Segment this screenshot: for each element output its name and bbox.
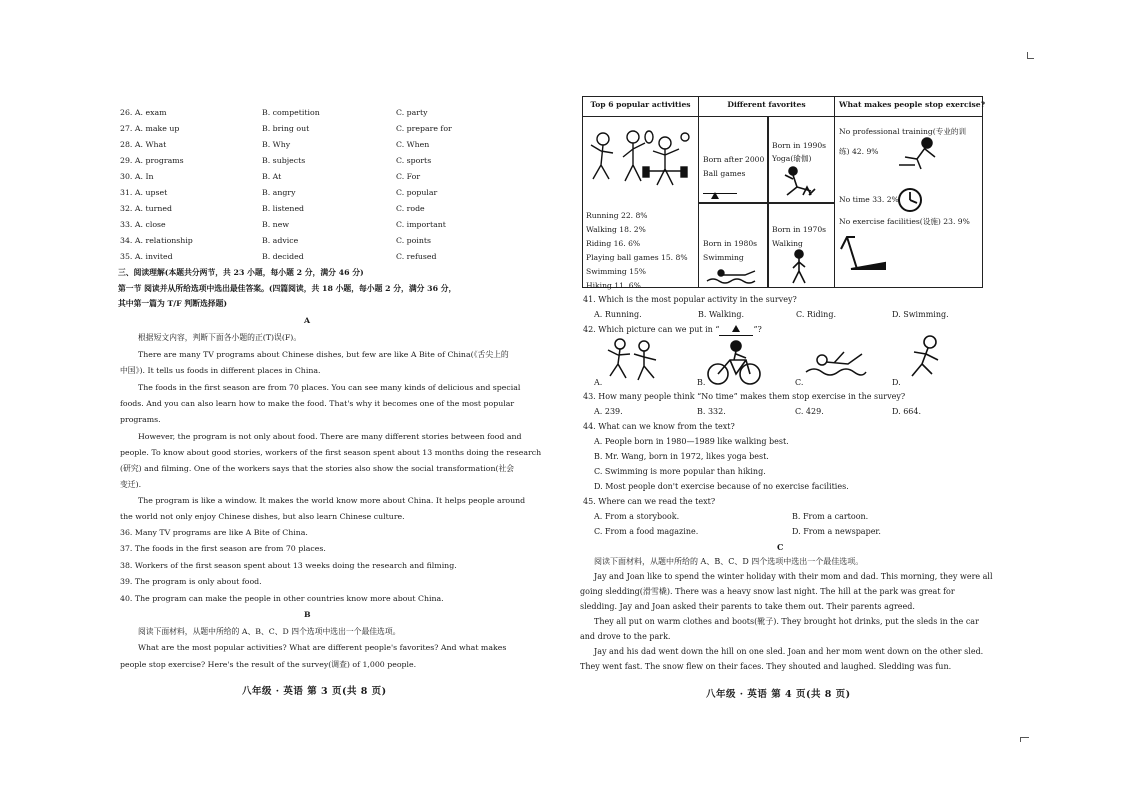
option-d: D. 664. [892, 407, 922, 416]
fav-activity: Ball games [703, 169, 746, 178]
option-c: C. refused [396, 252, 437, 261]
option-b: B. subjects [262, 156, 306, 165]
option-a: A. [594, 378, 603, 387]
question-text: 42. Which picture can we put in “ [583, 325, 720, 334]
question-44: 44. What can we know from the text? [583, 422, 735, 431]
option-a: 30. A. In [120, 172, 154, 181]
option-a: 31. A. upset [120, 188, 168, 197]
option-b: B. listened [262, 204, 305, 213]
passage-instruction: 阅读下面材料，从题中所给的 A、B、C、D 四个选项中选出一个最佳选项。 [594, 557, 864, 566]
question-36: 36. Many TV programs are like A Bite of China. [120, 528, 308, 537]
option-b: B. advice [262, 236, 299, 245]
activities-cell [583, 117, 699, 288]
part-instruction: 其中第一篇为 T/F 判断选择题) [118, 299, 228, 308]
page-footer: 八年级 · 英语 第 3 页(共 8 页) [242, 686, 387, 697]
activity-item: Playing ball games 15. 8% [586, 253, 688, 262]
stop-exercise-cell [835, 117, 983, 288]
stop-reason: 练) 42. 9% [839, 147, 879, 156]
question-43: 43. How many people think “No time” makes them stop exercise in the survey? [583, 392, 906, 401]
stop-reason: No exercise facilities(设施) 23. 9% [839, 217, 970, 226]
question-39: 39. The program is only about food. [120, 577, 262, 586]
fav-activity: Swimming [703, 253, 744, 262]
treadmill-icon [837, 229, 887, 277]
table-header: What makes people stop exercise? [835, 97, 983, 117]
option-b: B. 332. [697, 407, 726, 416]
option-b: B. Why [262, 140, 291, 149]
option-a: A. From a storybook. [594, 512, 680, 521]
option-b: B. Mr. Wang, born in 1972, likes yoga best. [594, 452, 769, 461]
option-c: C. prepare for [396, 124, 452, 133]
option-b: B. At [262, 172, 282, 181]
swimming-icon [705, 267, 763, 285]
passage-line: The foods in the first season are from 70 places. You can see many kinds of delicious and special [138, 383, 521, 392]
question-text: ”? [753, 325, 762, 334]
option-c: C. Swimming is more popular than hiking. [594, 467, 766, 476]
walking-icon [785, 249, 815, 285]
option-c: C. For [396, 172, 421, 181]
stop-reason: No professional training(专业的训 [839, 127, 967, 136]
clock-icon [897, 187, 923, 213]
passage-instruction: 根据短文内容，判断下面各小题的正(T)误(F)。 [138, 333, 302, 342]
question-38: 38. Workers of the first season spent about 13 weeks doing the research and filming. [120, 561, 457, 570]
passage-line: There are many TV programs about Chinese dishes, but few are like A Bite of China(《舌尖上的 [138, 350, 509, 359]
table-header: Top 6 popular activities [583, 97, 699, 117]
option-b: B. Walking. [698, 310, 745, 319]
activity-item: Swimming 15% [586, 267, 647, 276]
cycling-icon [706, 340, 762, 386]
passage-line: What are the most popular activities? What are different people's favorites? And what makes [138, 643, 507, 652]
passage-line: Jay and Joan like to spend the winter holiday with their mom and dad. This morning, they were all [594, 572, 993, 581]
option-b: B. competition [262, 108, 320, 117]
option-b: B. new [262, 220, 289, 229]
fav-group-label: Born in 1990s [772, 141, 827, 150]
option-d: D. From a newspaper. [792, 527, 881, 536]
favorites-cell [699, 117, 835, 288]
option-c: C. [795, 378, 804, 387]
passage-line: people stop exercise? Here's the result of the survey(调查) of 1,000 people. [120, 660, 417, 669]
injured-person-icon [895, 135, 943, 171]
passage-line: However, the program is not only about food. There are many different stories between food and [138, 432, 522, 441]
option-a: A. Running. [594, 310, 642, 319]
activity-item: Hiking 11. 6% [586, 281, 641, 290]
running-people-icon [604, 338, 666, 386]
passage-line: The program is like a window. It makes the world know more about China. It helps people around [138, 496, 526, 505]
option-c: C. rode [396, 204, 425, 213]
question-40: 40. The program can make the people in other countries know more about China. [120, 594, 444, 603]
passage-line: 变迁). [120, 480, 142, 489]
option-b: B. From a cartoon. [792, 512, 869, 521]
section-title: 三、阅读理解(本题共分两节，共 23 小题，每小题 2 分，满分 46 分) [118, 268, 364, 277]
option-c: C. sports [396, 156, 432, 165]
passage-line: the world not only enjoy Chinese dishes, but also learn Chinese culture. [120, 512, 405, 521]
option-c: C. 429. [795, 407, 824, 416]
option-b: B. [697, 378, 706, 387]
passage-line: 中国》). It tells us foods in different places in China. [120, 366, 321, 375]
option-c: C. important [396, 220, 446, 229]
option-b: B. decided [262, 252, 304, 261]
passage-line: Jay and his dad went down the hill on one sled. Joan and her mom went down on the other sled. [594, 647, 984, 656]
passage-line: They all put on warm clothes and boots(靴子). They brought hot drinks, put the sleds in the car [594, 617, 979, 626]
option-a: 33. A. close [120, 220, 166, 229]
passage-line: sledding. Jay and Joan asked their parents to take them out. Their parents agreed. [580, 602, 915, 611]
part-instruction: 第一节 阅读并从所给选项中选出最佳答案。(四篇阅读，共 18 小题，每小题 2 分，满分 36 分， [118, 284, 457, 293]
passage-letter: B [304, 610, 311, 619]
activity-item: Walking 18. 2% [586, 225, 646, 234]
fav-group-label: Born in 1970s [772, 225, 827, 234]
passage-line: and drove to the park. [580, 632, 671, 641]
option-c: C. From a food magazine. [594, 527, 699, 536]
option-c: C. Riding. [796, 310, 836, 319]
page-footer: 八年级 · 英语 第 4 页(共 8 页) [706, 689, 851, 700]
passage-instruction: 阅读下面材料，从题中所给的 A、B、C、D 四个选项中选出一个最佳选项。 [138, 627, 401, 636]
option-a: A. 239. [594, 407, 623, 416]
passage-line: foods. And you can also learn how to make the food. That's why it becomes one of the most popular [120, 399, 515, 408]
question-45: 45. Where can we read the text? [583, 497, 716, 506]
option-a: 27. A. make up [120, 124, 180, 133]
fav-activity: Yoga(瑜伽) [772, 154, 812, 163]
option-d: D. Most people don't exercise because of no exercise facilities. [594, 482, 849, 491]
passage-line: programs. [120, 415, 161, 424]
fav-activity: Walking [772, 239, 803, 248]
activity-illustration [587, 123, 695, 199]
passage-line: people. To know about good stories, workers of the first season spent about 13 months doing the research [120, 448, 542, 457]
option-c: C. points [396, 236, 431, 245]
runner-icon [900, 334, 948, 382]
activity-item: Running 22. 8% [586, 211, 648, 220]
option-c: C. party [396, 108, 428, 117]
fav-group-label: Born after 2000 [703, 155, 765, 164]
option-d: D. Swimming. [892, 310, 949, 319]
passage-line: (研究) and filming. One of the workers says that the stories also show the social transformation(社会 [120, 464, 515, 473]
option-b: B. angry [262, 188, 296, 197]
activity-item: Riding 16. 6% [586, 239, 641, 248]
option-a: 34. A. relationship [120, 236, 193, 245]
question-42 [583, 325, 762, 336]
table-header: Different favorites [699, 97, 835, 117]
option-b: B. bring out [262, 124, 310, 133]
option-a: 26. A. exam [120, 108, 167, 117]
survey-table [582, 96, 986, 290]
question-37: 37. The foods in the first season are from 70 places. [120, 544, 326, 553]
passage-letter: A [304, 316, 311, 325]
passage-line: They went fast. The snow flew on their faces. They shouted and laughed. Sledding was fun. [580, 662, 952, 671]
corner-mark [1020, 737, 1029, 742]
option-a: A. People born in 1980—1989 like walking best. [594, 437, 789, 446]
option-a: 29. A. programs [120, 156, 184, 165]
passage-letter: C [777, 542, 784, 552]
option-c: C. popular [396, 188, 438, 197]
passage-line: going sledding(滑雪橇). There was a heavy snow last night. The hill at the park was great for [580, 587, 955, 596]
option-c: C. When [396, 140, 430, 149]
triangle-blank [719, 325, 753, 336]
question-41: 41. Which is the most popular activity in the survey? [583, 295, 797, 304]
option-a: 32. A. turned [120, 204, 172, 213]
option-a: 28. A. What [120, 140, 167, 149]
yoga-icon [781, 165, 821, 199]
stop-reason: No time 33. 2% [839, 195, 899, 204]
swimmer-icon [804, 346, 868, 382]
corner-mark [1027, 52, 1034, 59]
option-a: 35. A. invited [120, 252, 173, 261]
fav-group-label: Born in 1980s [703, 239, 758, 248]
option-d: D. [892, 378, 901, 387]
